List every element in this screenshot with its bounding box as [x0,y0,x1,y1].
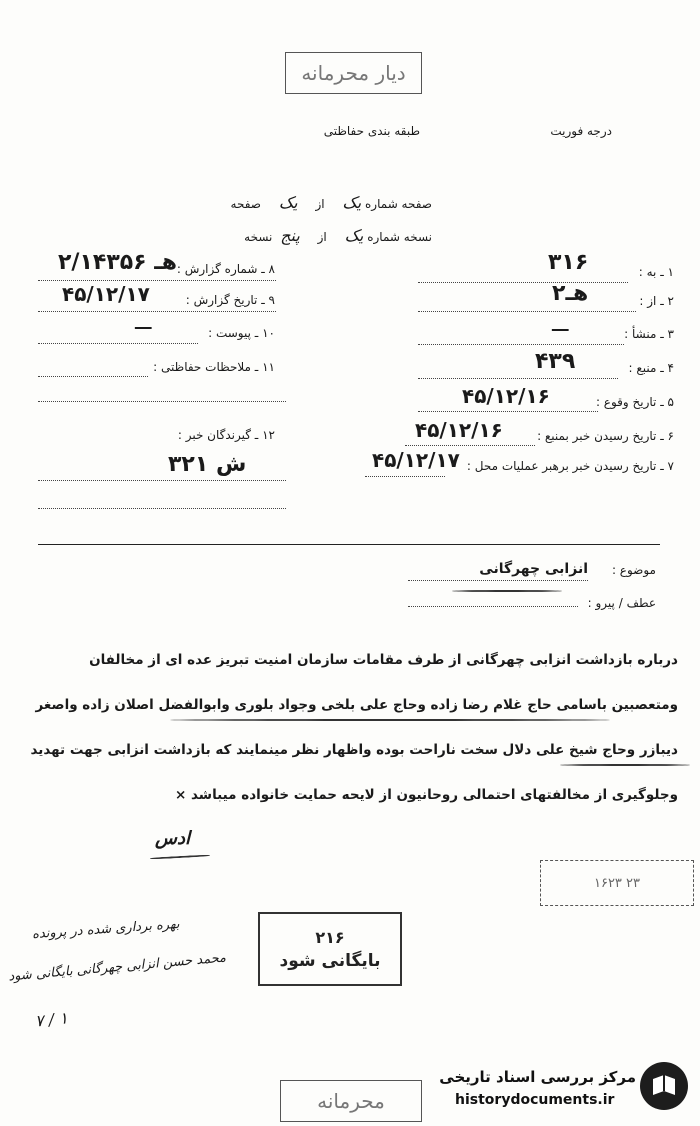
copy-number-row: نسخه شماره یک از پنج نسخه [244,226,432,245]
handwritten-note-line-1: بهره برداری شده در پرونده [31,916,181,943]
classification-stamp-top [285,52,422,94]
names-underline-1 [170,719,610,721]
field-report-date-value: ۴۵/۱۲/۱۷ [62,282,150,306]
field-source-received-value: ۴۵/۱۲/۱۶ [415,418,503,442]
section-divider [38,544,660,545]
field-from-line [418,311,636,312]
field-event-date-line [418,411,598,412]
field-security-notes-label: ۱۱ ـ ملاحظات حفاظتی : [153,360,275,374]
archive-logo-icon [640,1062,688,1110]
field-from-label: ۲ ـ از : [639,294,674,308]
field-security-notes-line-2 [38,401,286,402]
subject-value: انزابی چهرگانی [479,561,588,577]
field-report-date-label: ۹ ـ تاریخ گزارش : [185,293,275,307]
classification-label: طبقه بندی حفاظتی [323,124,420,138]
field-source-received-line [405,445,535,446]
registration-stamp: ۱۶۲۳ ۲۳ [540,860,694,906]
field-attachment-value: ـــ [135,314,152,333]
field-to-line [418,282,628,283]
signature-initials: ادس [155,828,190,849]
field-recipients-line-1 [38,480,286,481]
field-local-received-line [365,476,445,477]
archive-stamp [258,912,402,986]
body-line-4: وجلوگیری از مخالفتهای احتمالی روحانیون از لایحه حمایت خانواده میباشد × [174,787,678,803]
field-source-received-label: ۶ ـ تاریخ رسیدن خبر بمنبع : [537,429,674,443]
body-line-3: دیبازر وحاج شیخ علی دلال سخت ناراحت بوده واظهار نظر مینمایند که بازداشت انزابی جهت تهدید [30,742,678,758]
field-event-date-label: ۵ ـ تاریخ وقوع : [595,395,674,409]
handwritten-note-line-2: محمد حسن انزابی چهرگانی بایگانی شود [7,950,227,985]
classification-stamp-bottom: محرمانه [280,1080,422,1122]
field-local-received-label: ۷ ـ تاریخ رسیدن خبر برهبر عملیات محل : [466,459,674,473]
field-report-number-value: ۲/۱۴۳۵۶ هـ [58,250,178,275]
field-to-value: ۳۱۶ [548,250,589,275]
archive-number: ۲۱۶ [315,927,345,947]
classification-stamp-text: دیار محرمانه [301,61,406,85]
field-attachment-label: ۱۰ ـ پیوست : [208,326,275,340]
subject-underline [452,590,562,592]
book-icon [649,1071,679,1101]
body-line-2: ومتعصبین باسامی حاج غلام رضا زاده وحاج علی بلخی وجواد بلوری وابوالفضل اصلان زاده واصغر [35,697,678,713]
handwritten-note-line-3: ۷ / ۱ [34,1008,69,1031]
page-number-row: صفحه شماره یک از یک صفحه [230,193,432,212]
reference-label: عطف / پیرو : [587,596,656,610]
field-from-value: ۲هـ [552,281,589,306]
field-local-received-value: ۴۵/۱۲/۱۷ [372,448,460,472]
names-underline-2 [560,764,690,766]
body-line-1: درباره بازداشت انزابی چهرگانی از طرف مقامات سازمان امنیت تبریز عده ای از مخالفان [89,652,678,668]
field-origin-value: ـــ [552,316,569,335]
priority-label: درجه فوریت [550,124,612,138]
center-name: مرکز بررسی اسناد تاریخی [439,1068,636,1086]
reference-line [408,606,578,607]
website-text: historydocuments.ir [455,1092,615,1108]
subject-line [408,580,588,581]
field-recipients-label: ۱۲ ـ گیرندگان خبر : [177,428,275,442]
field-recipients-value: ۳۲۱ ش [168,452,247,477]
field-source-label: ۴ ـ منبع : [628,361,674,375]
field-recipients-line-2 [38,508,286,509]
field-event-date-value: ۴۵/۱۲/۱۶ [462,384,550,408]
field-report-number-label: ۸ ـ شماره گزارش : [176,262,275,276]
field-attachment-line [38,343,198,344]
subject-label: موضوع : [611,563,656,577]
field-source-value: ۴۳۹ [535,349,576,374]
field-report-date-line [38,311,276,312]
archive-text: بایگانی شود [279,950,381,971]
field-origin-label: ۳ ـ منشأ : [624,327,674,341]
field-to-label: ۱ ـ به : [638,265,674,279]
initials-underline [150,854,210,859]
field-source-line [418,378,618,379]
field-report-number-line [38,280,276,281]
field-origin-line [418,344,624,345]
field-security-notes-line-1 [38,376,148,377]
